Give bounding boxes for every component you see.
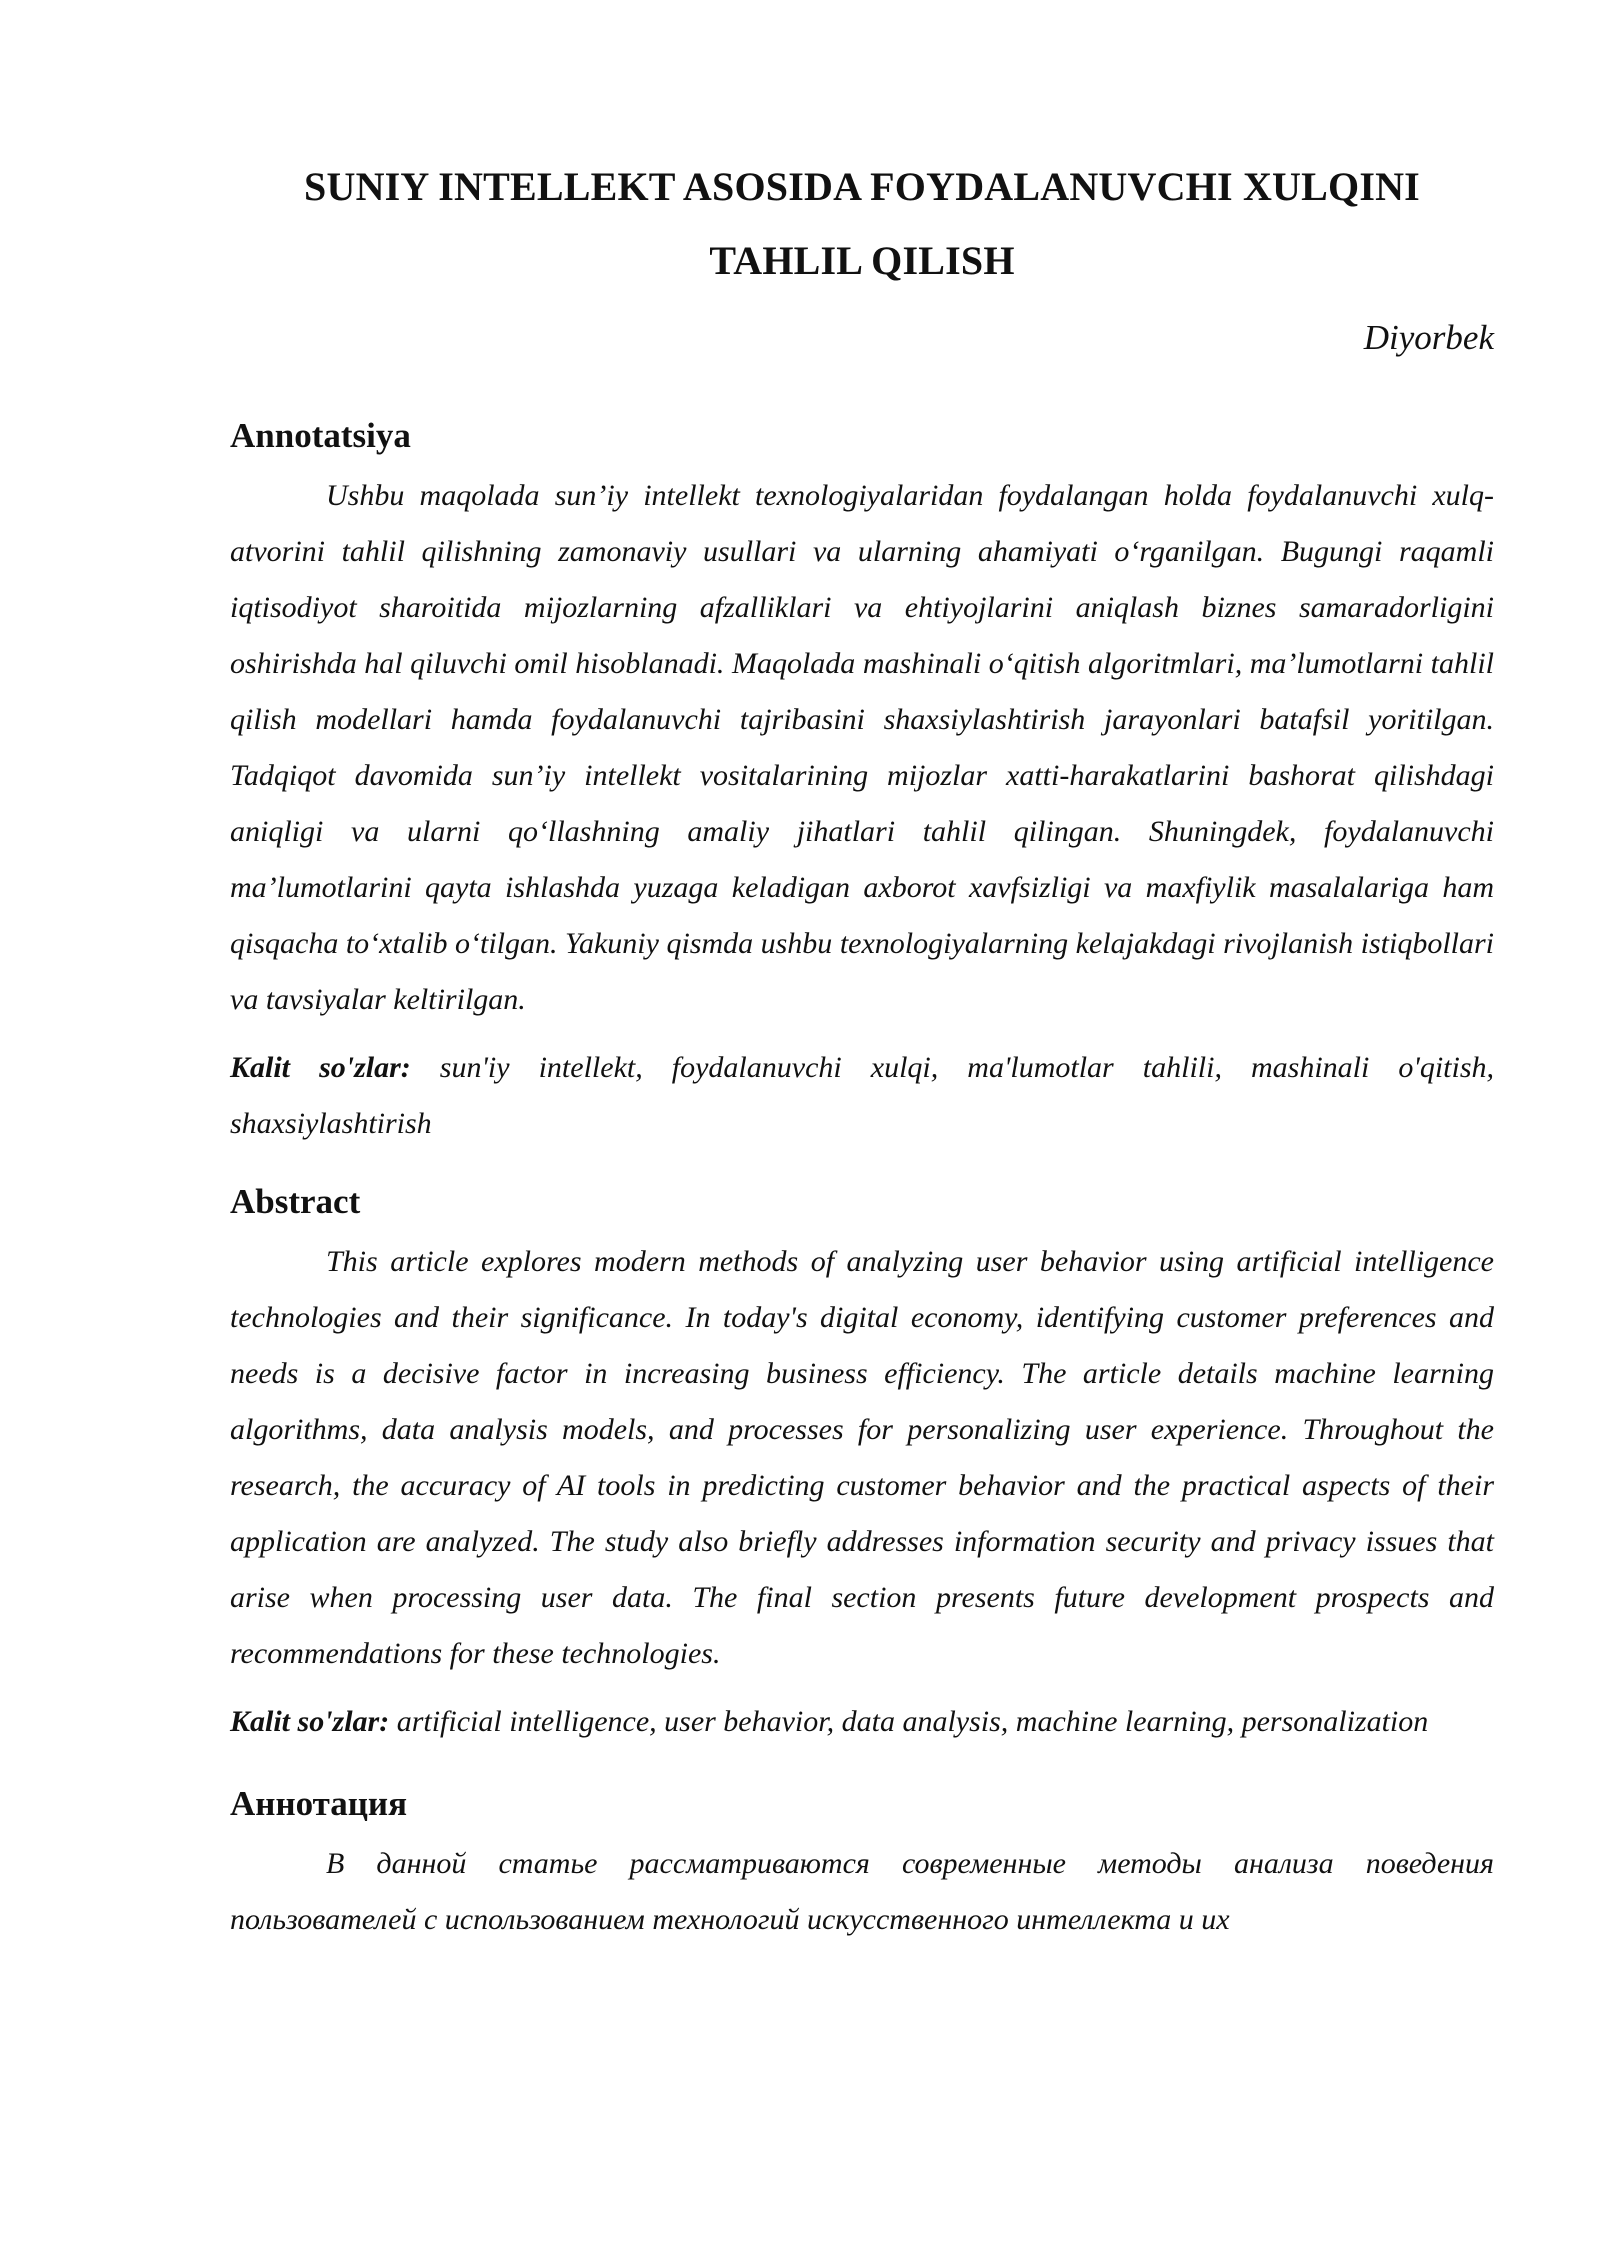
paper-title	[230, 150, 1494, 298]
abstract-body: This article explores modern methods of analyzing user behavior using artificial intelligence technologies and their significance. In today's digital economy, identifying customer preferences and needs is a decisive factor in increasing business efficiency. The article details machine learning algorithms, data analysis models, and processes for personalizing user experience. Throughout the research, the accuracy of AI tools in predicting customer behavior and the practical aspects of their application are analyzed. The study also briefly addresses information security and privacy issues that arise when processing user data. The final section presents future development prospects and recommendations for these technologies.	[230, 1245, 1494, 1670]
paper-title-line-1: SUNIY INTELLEKT ASOSIDA FOYDALANUVCHI XULQINI	[304, 164, 1420, 209]
annotatsiya-heading: Annotatsiya	[230, 416, 411, 455]
annotaciya-body: В данной статье рассматриваются современные методы анализа поведения пользователей с использованием технологий искусственного интеллекта и их	[230, 1847, 1494, 1936]
document-page	[230, 0, 1494, 1948]
annotatsiya-body: Ushbu maqolada sun’iy intellekt texnologiyalaridan foydalangan holda foydalanuvchi xulq-atvorini tahlil qilishning zamonaviy usullari va ularning ahamiyati o‘rganilgan. Bugungi raqamli iqtisodiyot sharoitida mijozlarning afzalliklari va ehtiyojlarini aniqlash biznes samaradorligini oshirishda hal qiluvchi omil hisoblanadi. Maqolada mashinali o‘qitish algoritmlari, ma’lumotlarni tahlil qilish modellari hamda foydalanuvchi tajribasini shaxsiylashtirish jarayonlari batafsil yoritilgan. Tadqiqot davomida sun’iy intellekt vositalarining mijozlar xatti-harakatlarini bashorat qilishdagi aniqligi va ularni qo‘llashning amaliy jihatlari tahlil qilingan. Shuningdek, foydalanuvchi ma’lumotlarini qayta ishlashda yuzaga keladigan axborot xavfsizligi va maxfiylik masalalariga ham qisqacha to‘xtalib o‘tilgan. Yakuniy qismda ushbu texnologiyalarning kelajakdagi rivojlanish istiqbollari va tavsiyalar keltirilgan.	[230, 479, 1494, 1016]
keywords-text: artificial intelligence, user behavior, data analysis, machine learning, personalization	[389, 1705, 1429, 1738]
keywords-text: sun'iy intellekt, foydalanuvchi xulqi, ma'lumotlar tahlili, mashinali o'qitish, shaxsiylashtirish	[230, 1051, 1494, 1140]
abstract-heading: Abstract	[230, 1182, 361, 1221]
author-name: Diyorbek	[1363, 318, 1494, 357]
abstract-keywords	[230, 1694, 1494, 1750]
annotatsiya-keywords	[230, 1040, 1494, 1152]
paper-title-line-2: TAHLIL QILISH	[709, 238, 1015, 283]
keywords-label: Kalit so'zlar:	[230, 1051, 411, 1084]
keywords-label: Kalit so'zlar:	[230, 1705, 390, 1738]
annotaciya-heading: Аннотация	[230, 1784, 408, 1823]
